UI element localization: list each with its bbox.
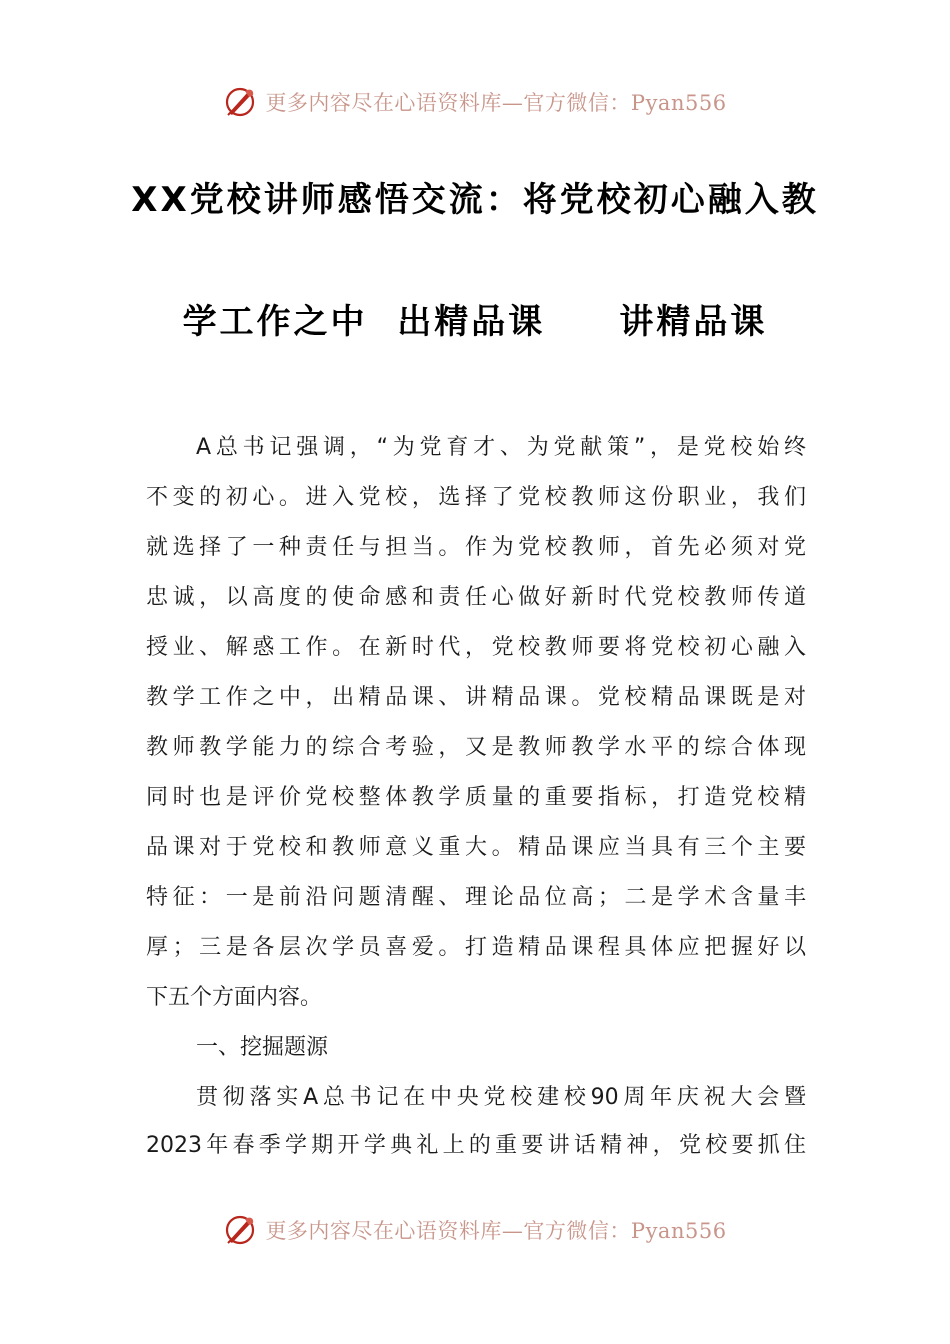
body-line: 忠诚，以高度的使命感和责任心做好新时代党校教师传道 xyxy=(146,585,806,610)
quill-pen-icon xyxy=(223,1213,257,1247)
body-line: 2023年春季学期开学典礼上的重要讲话精神，党校要抓住 xyxy=(146,1133,806,1158)
section-heading: 一、挖掘题源 xyxy=(196,1035,329,1060)
document-title-line-1: XX党校讲师感悟交流：将党校初心融入教 xyxy=(131,180,819,220)
body-line: A总书记强调，“为党育才、为党献策”，是党校始终 xyxy=(196,435,806,460)
body-line: 教学工作之中，出精品课、讲精品课。党校精品课既是对 xyxy=(146,685,806,710)
body-line: 同时也是评价党校整体教学质量的重要指标，打造党校精 xyxy=(146,785,806,810)
body-line: 不变的初心。进入党校，选择了党校教师这份职业，我们 xyxy=(146,485,806,510)
watermark-text: 更多内容尽在心语资料库—官方微信：Pyan556 xyxy=(265,91,727,115)
body-line: 特征：一是前沿问题清醒、理论品位高；二是学术含量丰 xyxy=(146,885,806,910)
body-line: 教师教学能力的综合考验，又是教师教学水平的综合体现 xyxy=(146,735,806,760)
watermark-banner-bottom xyxy=(0,1208,950,1252)
body-line: 贯彻落实A总书记在中央党校建校90周年庆祝大会暨 xyxy=(196,1085,806,1110)
document-body xyxy=(146,0,806,1344)
body-line: 品课对于党校和教师意义重大。精品课应当具有三个主要 xyxy=(146,835,806,860)
body-line: 就选择了一种责任与担当。作为党校教师，首先必须对党 xyxy=(146,535,806,560)
body-line: 厚；三是各层次学员喜爱。打造精品课程具体应把握好以 xyxy=(146,935,806,960)
document-title-line-2: 学工作之中 出精品课 讲精品课 xyxy=(182,302,768,342)
body-line: 授业、解惑工作。在新时代，党校教师要将党校初心融入 xyxy=(146,635,806,660)
body-line: 下五个方面内容。 xyxy=(146,985,323,1010)
watermark-text: 更多内容尽在心语资料库—官方微信：Pyan556 xyxy=(265,1219,727,1243)
